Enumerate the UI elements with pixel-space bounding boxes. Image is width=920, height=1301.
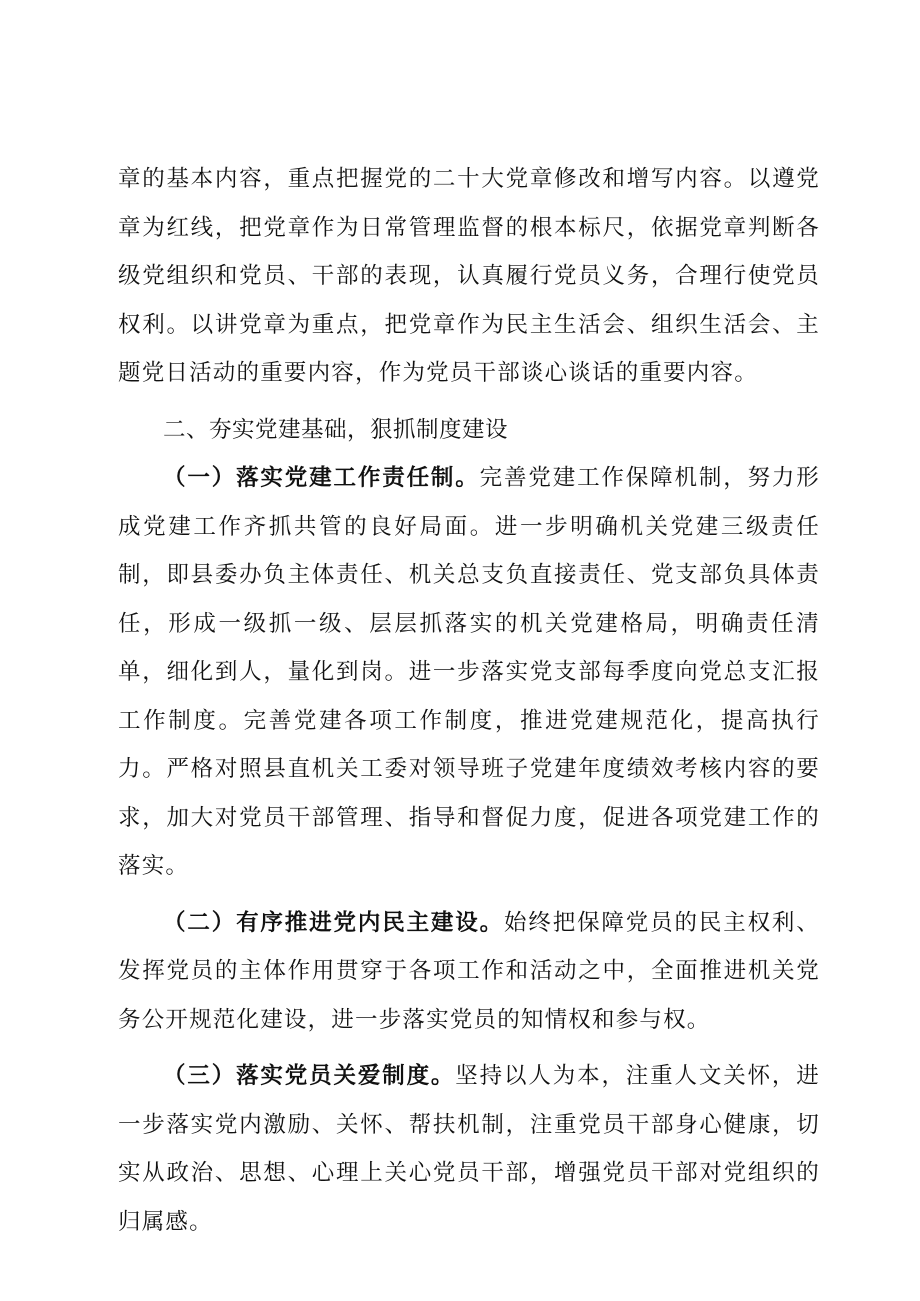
item-2-lead: （二）有序推进党内民主建设。 — [163, 909, 504, 936]
item-2-body: 始终把保障党员的民主权利、发挥党员的主体作用贯穿于各项工作和活动之中，全面推进机关党务公开规范化建设，进一步落实党员的知情权和参与权。 — [118, 909, 820, 1033]
paragraph-continuation: 章的基本内容，重点把握党的二十大党章修改和增写内容。以遵党章为红线，把党章作为日常管理监督的根本标尺，依据党章判断各级党组织和党员、干部的表现，认真履行党员义务，合理行使党员权利。以讲党章为重点，把党章作为民主生活会、组织生活会、主题党日活动的重要内容，作为党员干部谈心谈话的重要内容。 — [118, 166, 820, 386]
section-heading: 二、夯实党建基础，狠抓制度建设 — [163, 416, 509, 443]
paragraph-item-2 — [118, 899, 820, 1045]
item-1-body: 完善党建工作保障机制，努力形成党建工作齐抓共管的良好局面。进一步明确机关党建三级责任制，即县委办负主体责任、机关总支负直接责任、党支部负具体责任，形成一级抓一级、层层抓落实的机关党建格局，明确责任清单，细化到人，量化到岗。进一步落实党支部每季度向党总支汇报工作制度。完善党建各项工作制度，推进党建规范化，提高执行力。严格对照县直机关工委对领导班子党建年度绩效考核内容的要求，加大对党员干部管理、指导和督促力度，促进各项党建工作的落实。 — [118, 465, 820, 879]
item-3-lead: （三）落实党员关爱制度。 — [163, 1063, 456, 1089]
document-body — [118, 155, 820, 1246]
item-1-lead: （一）落实党建工作责任制。 — [163, 465, 480, 491]
paragraph-item-3 — [118, 1052, 820, 1246]
paragraph-item-1 — [118, 454, 820, 891]
item-3-body: 坚持以人为本，注重人文关怀，进一步落实党内激励、关怀、帮扶机制，注重党员干部身心健康，切实从政治、思想、心理上关心党员干部，增强党员干部对党组织的归属感。 — [118, 1063, 820, 1235]
